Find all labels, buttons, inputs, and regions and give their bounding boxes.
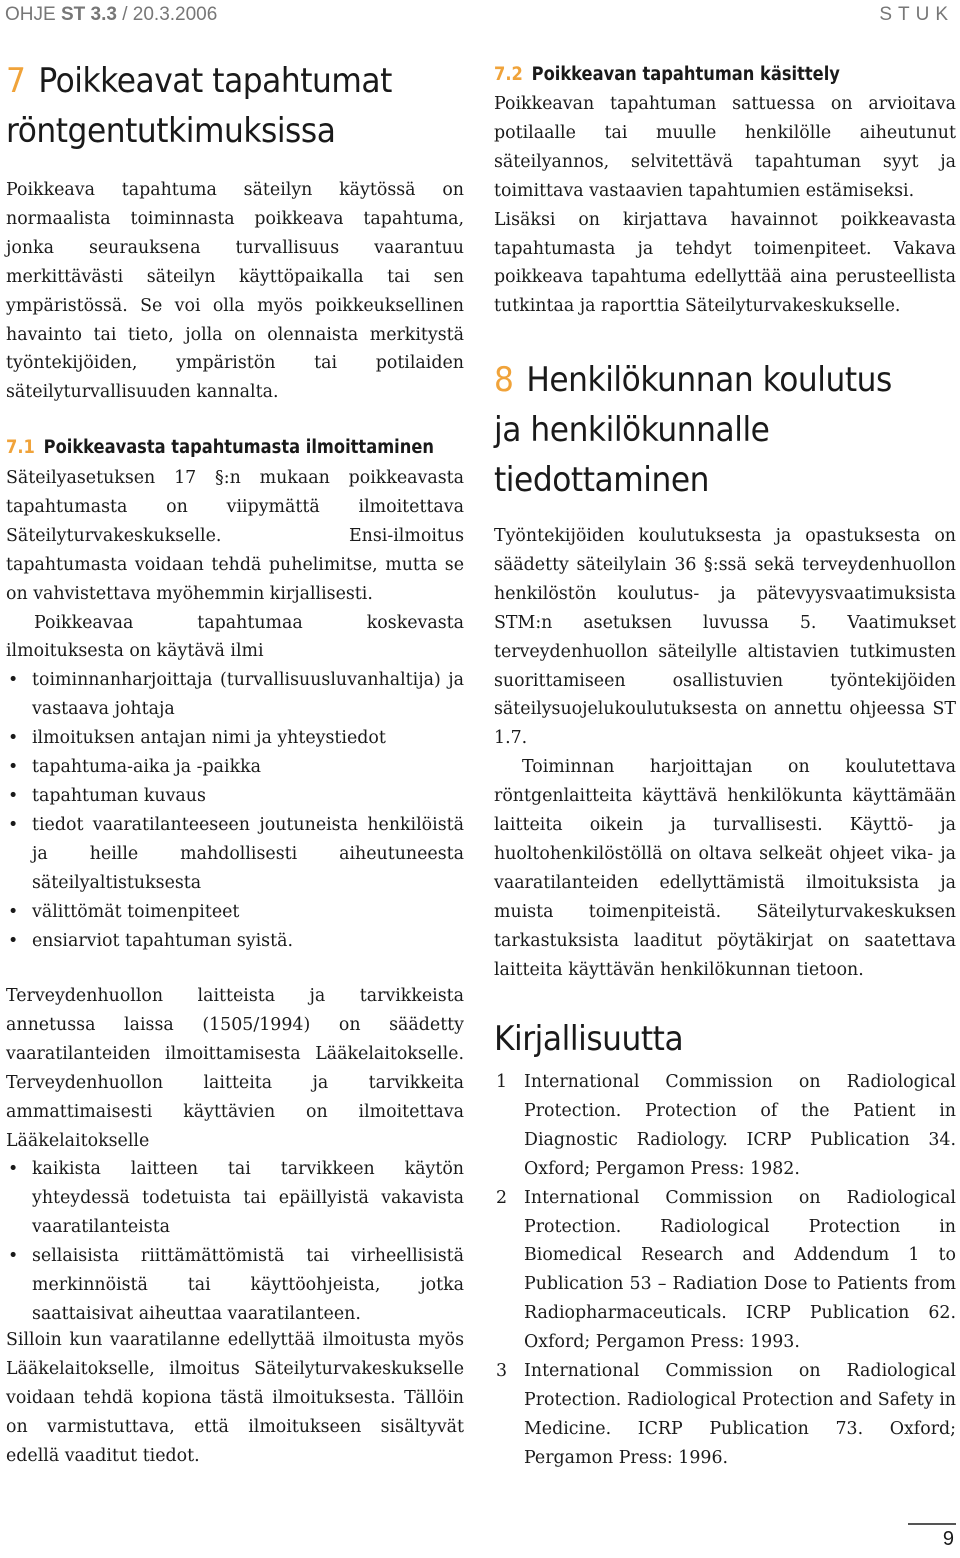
reference-text: International Commission on Radiological Protection. Radiological Protection and Safety in Medicine. ICRP Publication 73. Oxford; Pergamon Press: 1996. <box>524 1361 956 1468</box>
doc-id: OHJE <box>5 4 56 25</box>
reference-item <box>494 1068 956 1184</box>
references-heading: Kirjallisuutta <box>494 1019 684 1059</box>
medical-devices-list <box>6 1155 464 1328</box>
reference-item <box>494 1357 956 1473</box>
list-item: • tapahtuma-aika ja -paikka <box>6 753 464 782</box>
paragraph: Terveydenhuollon laitteista ja tarvikkeista annetussa laissa (1505/1994) on säädetty vaaratilanteiden ilmoittamisesta Lääkelaitokselle. Terveydenhuollon laitteita ja tarvikkeita ammattimaisesti käyttävien on ilmoitettava Lääkelaitokselle <box>6 986 464 1151</box>
list-item: • sellaisista riittämättömistä tai virheellisistä merkinnöistä tai käyttöohjeista, jotka saattaisivat aiheuttaa vaaratilanteen. <box>6 1242 464 1329</box>
reference-item <box>494 1184 956 1357</box>
intro-paragraph: Poikkeava tapahtuma säteilyn käytössä on normaalista toiminnasta poikkeava tapahtuma, jonka seurauksena turvallisuus vaarantuu merkittävästi säteilyn käyttöpaikalla tai sen ympäristössä. Se voi olla myös poikkeuksellinen havainto tai tieto, jolla on olennaista merkitystä työntekijöiden, ympäristön tai potilaiden säteilyturvallisuuden kannalta. <box>6 180 464 403</box>
paragraph: Poikkeavaa tapahtumaa koskevasta ilmoituksesta on käytävä ilmi <box>6 612 464 662</box>
doc-date: / 20.3.2006 <box>122 4 218 25</box>
section-8-body <box>494 522 956 985</box>
section-number: 7 <box>6 61 26 101</box>
section-7-heading <box>6 56 466 156</box>
list-item: • välittömät toimenpiteet <box>6 898 464 927</box>
subsection-number: 7.1 <box>6 437 35 458</box>
section-title-line2: röntgentutkimuksissa <box>6 111 336 151</box>
reference-text: International Commission on Radiological Protection. Protection of the Patient in Diagnostic Radiology. ICRP Publication 34. Oxford; Pergamon Press: 1982. <box>524 1072 956 1179</box>
paragraph: Lisäksi on kirjattava havainnot poikkeavasta tapahtumasta ja tehdyt toimenpiteet. Vakava poikkeava tapahtuma edellyttää aina perusteellista tutkintaa ja raporttia Säteilyturvakeskukselle. <box>494 209 956 317</box>
org-name: STUK <box>879 4 954 25</box>
paragraph: Työntekijöiden koulutuksesta ja opastuksesta on säädetty säteilylain 36 §:ssä sekä terveydenhuollon henkilöstön koulutus- ja pätevyysvaatimuksista STM:n asetuksen luvussa 5. Vaatimukset terveydenhuollon säteilylle altistavien tutkimusten suorittamiseen osallistuvien työntekijöiden säteilysuojelukoulutuksesta on annettu ohjeessa ST 1.7. <box>494 526 956 749</box>
section-title-line1: Henkilökunnan koulutus <box>526 360 892 400</box>
reference-number: 3 <box>496 1361 508 1382</box>
page-number: 9 <box>942 1528 954 1550</box>
subsection-7-2-body <box>494 90 956 321</box>
list-item: • ensiarviot tapahtuman syistä. <box>6 927 464 956</box>
subsection-7-1-heading <box>6 434 434 462</box>
reference-number: 2 <box>496 1187 508 1208</box>
subsection-title: Poikkeavan tapahtuman käsittely <box>531 64 840 85</box>
list-item: • ilmoituksen antajan nimi ja yhteystiedot <box>6 724 464 753</box>
subsection-title: Poikkeavasta tapahtumasta ilmoittaminen <box>43 437 434 458</box>
notification-contents-list <box>6 666 464 955</box>
references-list <box>494 1068 956 1473</box>
section-8-heading <box>494 355 954 505</box>
subsection-number: 7.2 <box>494 64 523 85</box>
paragraph: Toiminnan harjoittajan on koulutettava röntgenlaitteita käyttävä henkilökunta käyttämään laitteita oikein ja turvallisesti. Käyttö- ja huoltohenkilöstöllä on oltava selkeät ohjeet vika- ja vaaratilanteiden edellyttämistä ilmoituksista ja muista toimenpiteistä. Säteilyturvakeskuksen tarkastuksista laaditut pöytäkirjat on saatettava laitteita käyttävän henkilökunnan tietoon. <box>494 757 956 980</box>
list-item: • tapahtuman kuvaus <box>6 782 464 811</box>
paragraph: Silloin kun vaaratilanne edellyttää ilmoitusta myös Lääkelaitokselle, ilmoitus Säteilyturvakeskukselle voidaan tehdä kopiona tästä ilmoituksesta. Tällöin on varmistuttava, että ilmoitukseen sisältyvät edellä vaaditut tiedot. <box>6 1330 464 1466</box>
reference-number: 1 <box>496 1072 508 1092</box>
section-title-line2: ja henkilökunnalle <box>494 410 770 450</box>
section-number: 8 <box>494 360 514 400</box>
section-title-line3: tiedottaminen <box>494 460 709 500</box>
list-item: • toiminnanharjoittaja (turvallisuusluvanhaltija) ja vastaava johtaja <box>6 666 464 724</box>
medical-devices-section <box>6 982 464 1329</box>
subsection-7-2-heading <box>494 61 840 89</box>
footer-rule <box>908 1523 956 1525</box>
doc-code: ST 3.3 <box>60 4 117 25</box>
list-item: • kaikista laitteen tai tarvikkeen käytön yhteydessä todetuista tai epäillyistä vakavista vaaratilanteista <box>6 1155 464 1242</box>
subsection-7-1-body <box>6 464 464 955</box>
running-header <box>5 4 217 26</box>
paragraph: Poikkeavan tapahtuman sattuessa on arvioitava potilaalle tai muulle henkilölle aiheutunut säteilyannos, selvitettävä tapahtuman syyt ja toimittava vastaavien tapahtumien estämiseksi. <box>494 94 956 201</box>
paragraph: Säteilyasetuksen 17 §:n mukaan poikkeavasta tapahtumasta on viipymättä ilmoitettava Säteilyturvakeskukselle. Ensi-ilmoitus tapahtumasta voidaan tehdä puhelimitse, mutta se on vahvistettava myöhemmin kirjallisesti. <box>6 468 464 604</box>
list-item: • tiedot vaaratilanteeseen joutuneista henkilöistä ja heille mahdollisesti aiheutuneesta säteilyaltistuksesta <box>6 811 464 898</box>
section-title-line1: Poikkeavat tapahtumat <box>38 61 392 101</box>
reference-text: International Commission on Radiological Protection. Radiological Protection in Biomedical Research and Addendum 1 to Publication 53 – Radiation Dose to Patients from Radiopharmaceuticals. ICRP Publication 62. Oxford; Pergamon Press: 1993. <box>524 1187 956 1353</box>
